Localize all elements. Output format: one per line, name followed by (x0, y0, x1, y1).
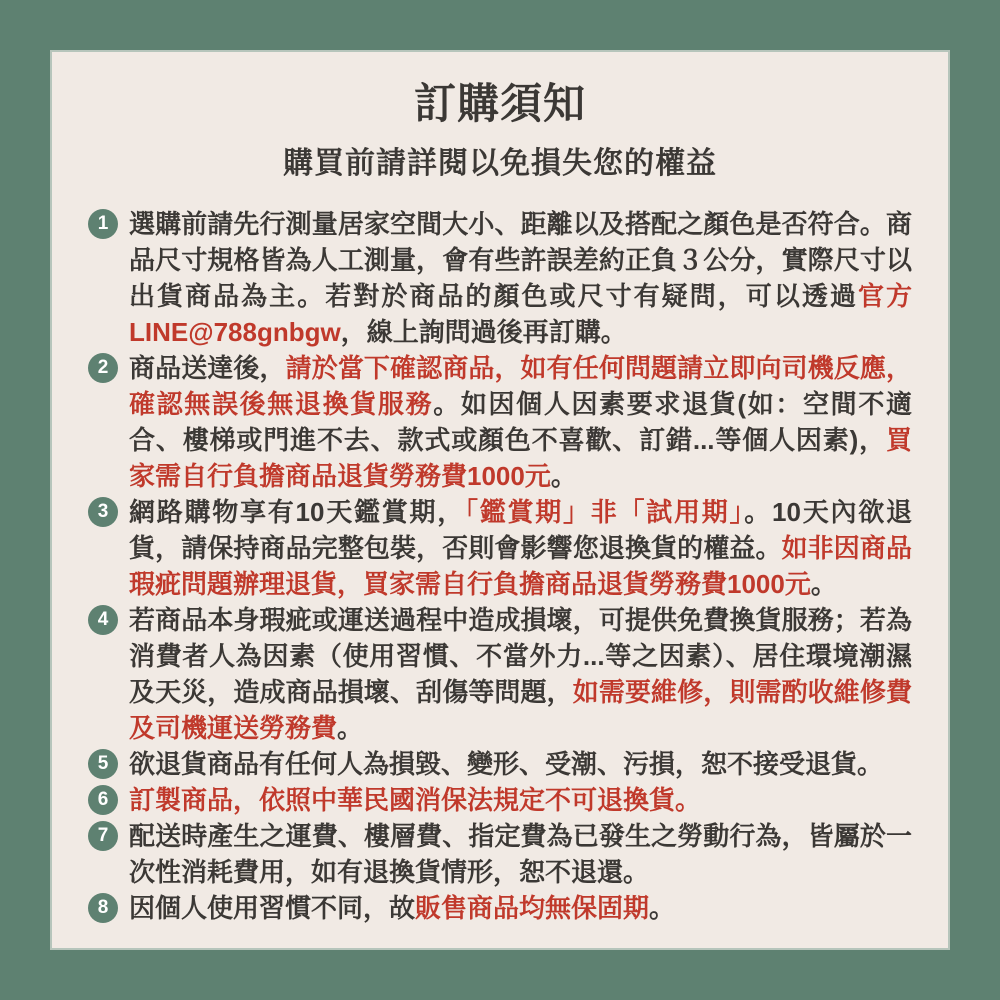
notice-number-badge: 7 (88, 821, 118, 851)
notice-panel (52, 52, 948, 948)
notice-text-segment: 欲退貨商品有任何人為損毀、變形、受潮、污損，恕不接受退貨。 (129, 749, 884, 779)
notice-text-segment: 販售商品均無保固期 (415, 893, 650, 923)
list-item (88, 890, 912, 926)
notice-text-segment: 網路購物享有10天鑑賞期， (129, 497, 465, 527)
notice-text-segment: 買家需自行負擔商品退貨勞務費1000元 (129, 425, 912, 491)
notice-number-badge: 2 (88, 353, 118, 383)
notice-text-segment: 請於當下確認商品，如有任何問題請立即向司機反應，確認無誤後無退換貨服務 (129, 353, 912, 419)
notice-text (129, 890, 912, 926)
notice-text-segment: 。 (810, 569, 837, 599)
notice-text (129, 206, 912, 350)
list-item (88, 818, 912, 890)
list-item (88, 782, 912, 818)
page-title: 訂購須知 (413, 80, 586, 127)
notice-text (129, 818, 912, 890)
notice-number-badge: 1 (88, 209, 118, 239)
list-item (88, 494, 912, 602)
notice-number-badge: 6 (88, 785, 118, 815)
list-item (88, 206, 912, 350)
list-item (88, 746, 912, 782)
notice-text-segment: 如需要維修，則需酌收維修費及司機運送勞務費 (129, 677, 912, 743)
notice-text-segment: 選購前請先行測量居家空間大小、距離以及搭配之顏色是否符合。商品尺寸規格皆為人工測量，會有些許誤差約正負３公分，實際尺寸以出貨商品為主。若對於商品的顏色或尺寸有疑問，可以透過 (129, 209, 912, 311)
notice-text (129, 602, 912, 746)
list-item (88, 602, 912, 746)
page-subtitle: 購買前請詳閱以免損失您的權益 (283, 146, 717, 180)
notice-number-badge: 4 (88, 605, 118, 635)
notice-number-badge: 3 (88, 497, 118, 527)
notice-text-segment: 若商品本身瑕疵或運送過程中造成損壞，可提供免費換貨服務；若為消費者人為因素（使用習慣、不當外力...等之因素）、居住環境潮濕及天災，造成商品損壞、刮傷等問題， (129, 605, 912, 707)
notice-number-badge: 5 (88, 749, 118, 779)
notice-text (129, 782, 912, 818)
notice-text-segment: 官方LINE@788gnbgw (129, 281, 912, 347)
notice-text-segment: ，線上詢問過後再訂購。 (340, 317, 627, 347)
notice-text-segment: 「鑑賞期」非「試用期」 (464, 497, 745, 527)
list-item (88, 350, 912, 494)
notice-text-segment: 訂製商品，依照中華民國消保法規定不可退換貨。 (129, 785, 702, 815)
notice-text-segment: 。 (550, 461, 577, 491)
notice-text-segment: 。 (337, 713, 364, 743)
notice-text-segment: 如非因商品瑕疵問題辦理退貨，買家需自行負擔商品退貨勞務費1000元 (129, 533, 912, 599)
notice-text-segment: 。如因個人因素要求退貨(如：空間不適合、樓梯或門進不去、款式或顏色不喜歡、訂錯...等個人因素)， (129, 389, 912, 455)
notice-text-segment: 因個人使用習慣不同，故 (129, 893, 416, 923)
notice-text-segment: 配送時產生之運費、樓層費、指定費為已發生之勞動行為，皆屬於一次性消耗費用，如有退換貨情形，恕不退還。 (129, 821, 912, 887)
notice-list (52, 206, 948, 926)
notice-number-badge: 8 (88, 893, 118, 923)
notice-text-segment: 。10天內欲退貨，請保持商品完整包裝，否則會影響您退換貨的權益。 (129, 497, 912, 563)
notice-text (129, 746, 912, 782)
notice-text-segment: 商品送達後， (129, 353, 286, 383)
notice-text (129, 494, 912, 602)
notice-text-segment: 。 (649, 893, 676, 923)
notice-text (129, 350, 912, 494)
